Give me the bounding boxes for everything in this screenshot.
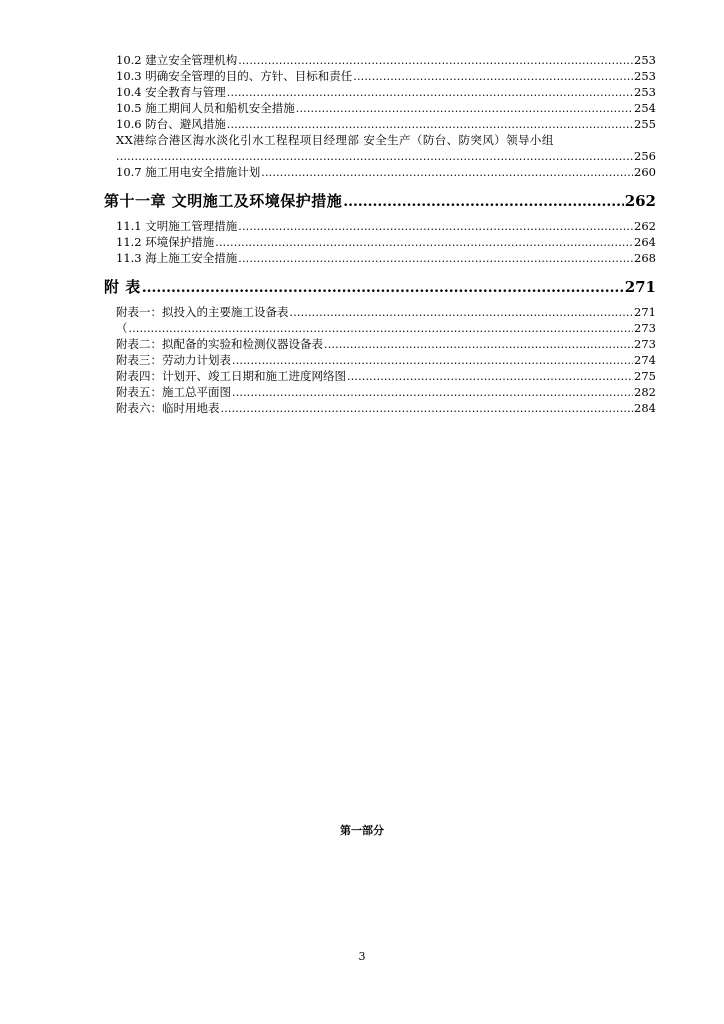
toc-entry-label: 11.3 海上施工安全措施: [116, 251, 238, 265]
toc-entry[interactable]: [104, 250, 656, 266]
toc-entry-page: 268: [634, 251, 656, 265]
toc-leader: [238, 218, 633, 234]
toc-chapter-page: 271: [624, 278, 656, 296]
toc-entry[interactable]: [104, 52, 656, 68]
toc-leader: [232, 352, 633, 368]
toc-entry[interactable]: [104, 84, 656, 100]
table-of-contents: [104, 52, 656, 416]
toc-entry-page: 274: [634, 353, 656, 367]
toc-leader: [343, 190, 623, 212]
toc-appendix[interactable]: [104, 276, 656, 298]
toc-entry-label: XX港综合港区海水淡化引水工程程项目经理部 安全生产（防台、防突风）领导小组: [116, 133, 554, 147]
toc-entry[interactable]: [104, 68, 656, 84]
toc-entry-label: 10.7 施工用电安全措施计划: [116, 165, 261, 179]
toc-leader: [238, 52, 633, 68]
toc-entry-page: 260: [634, 165, 656, 179]
toc-entry[interactable]: [104, 116, 656, 132]
toc-leader: [232, 384, 633, 400]
toc-leader: [324, 336, 633, 352]
toc-entry[interactable]: [104, 164, 656, 180]
toc-entry-page: 262: [634, 219, 656, 233]
toc-entry-label: 11.2 环境保护措施: [116, 235, 215, 249]
toc-entry-wrapped[interactable]: [104, 132, 656, 164]
toc-leader: [227, 84, 633, 100]
toc-entry-label: 11.1 文明施工管理措施: [116, 219, 238, 233]
toc-entry-page: 254: [634, 101, 656, 115]
toc-entry[interactable]: [104, 218, 656, 234]
toc-entry-label: （: [116, 321, 128, 335]
toc-chapter-11[interactable]: [104, 190, 656, 212]
toc-leader: [353, 68, 633, 84]
toc-leader: [290, 304, 634, 320]
page-number: 3: [358, 950, 366, 963]
toc-entry-label: 附表六：临时用地表: [116, 401, 220, 415]
toc-entry-page: 271: [634, 305, 656, 319]
toc-entry-page: 253: [634, 69, 656, 83]
toc-entry-label: 附表二：拟配备的实验和检测仪器设备表: [116, 337, 323, 351]
toc-leader: [221, 400, 634, 416]
toc-entry[interactable]: [104, 336, 656, 352]
toc-entry[interactable]: [104, 384, 656, 400]
toc-entry[interactable]: [104, 304, 656, 320]
toc-entry-page: 273: [634, 337, 656, 351]
toc-entry-continuation: [116, 148, 656, 164]
toc-entry-page: 253: [634, 53, 656, 67]
toc-entry-page: 256: [634, 149, 656, 163]
toc-entry[interactable]: [104, 368, 656, 384]
toc-leader: [227, 116, 633, 132]
toc-entry[interactable]: [104, 352, 656, 368]
toc-entry-label: 附表一：拟投入的主要施工设备表: [116, 305, 289, 319]
part-title: 第一部分: [340, 824, 384, 837]
toc-leader: [296, 100, 633, 116]
toc-entry-page: 264: [634, 235, 656, 249]
toc-entry[interactable]: [104, 320, 656, 336]
toc-entry-page: 282: [634, 385, 656, 399]
toc-entry-page: 253: [634, 85, 656, 99]
toc-entry-page: 284: [634, 401, 656, 415]
toc-entry-label: 10.4 安全教育与管理: [116, 85, 226, 99]
toc-chapter-label: 附 表: [104, 278, 141, 296]
toc-entry-label: 10.3 明确安全管理的目的、方针、目标和责任: [116, 69, 353, 83]
toc-entry-page: 273: [634, 321, 656, 335]
toc-entry-page: 275: [634, 369, 656, 383]
toc-leader: [261, 164, 633, 180]
toc-entry-label: 10.2 建立安全管理机构: [116, 53, 238, 67]
toc-chapter-page: 262: [624, 192, 656, 210]
toc-leader: [238, 250, 633, 266]
toc-leader: [347, 368, 633, 384]
toc-entry-label: 附表三：劳动力计划表: [116, 353, 231, 367]
toc-chapter-label: 第十一章 文明施工及环境保护措施: [104, 192, 343, 210]
toc-entry[interactable]: [104, 400, 656, 416]
toc-leader: [215, 234, 633, 250]
toc-leader: [116, 148, 634, 164]
toc-entry[interactable]: [104, 100, 656, 116]
toc-entry-label: 10.6 防台、避风措施: [116, 117, 226, 131]
toc-entry-label: 附表五：施工总平面图: [116, 385, 231, 399]
toc-leader: [129, 320, 634, 336]
toc-leader: [142, 276, 624, 298]
toc-entry-page: 255: [634, 117, 656, 131]
toc-entry[interactable]: [104, 234, 656, 250]
toc-entry-label: 10.5 施工期间人员和船机安全措施: [116, 101, 295, 115]
toc-entry-label: 附表四：计划开、竣工日期和施工进度网络图: [116, 369, 346, 383]
